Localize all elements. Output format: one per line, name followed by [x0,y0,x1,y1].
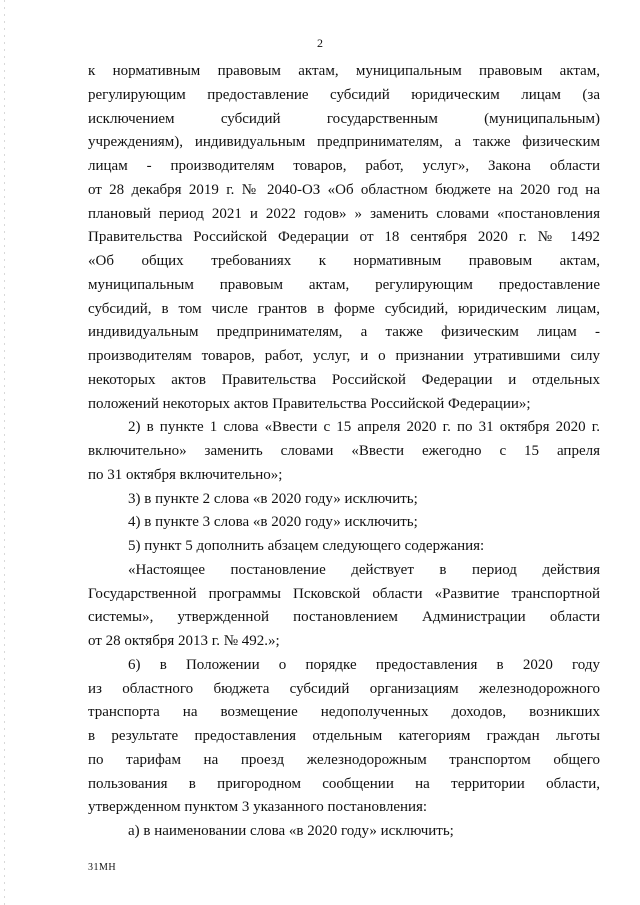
text-line: 3) в пункте 2 слова «в 2020 году» исключить; [128,490,418,507]
text-line: некоторых актов Правительства Российской Федерации и отдельных [88,371,600,388]
text-line: муниципальным правовым актам, регулирующим предоставление [88,276,600,293]
text-line: по тарифам на проезд железнодорожным транспортом общего [88,751,600,768]
text-line: субсидий, в том числе грантов в форме субсидий, юридическим лицам, [88,300,600,317]
text-line: включительно» заменить словами «Ввести ежегодно с 15 апреля [88,443,600,459]
text-line: производителям товаров, работ, услуг, и о признании утратившими силу [88,348,600,364]
text-line: от 28 октября 2013 г. № 492.»; [88,633,280,649]
text-line: в результате предоставления отдельным категориям граждан льготы [88,728,600,744]
text-line: 5) пункт 5 дополнить абзацем следующего содержания: [128,538,485,554]
text-line: системы», утвержденной постановлением Администрации области [88,609,600,626]
text-line: Государственной программы Псковской области «Развитие транспортной [88,585,600,602]
document-body [88,60,600,844]
text-line: лицам - производителям товаров, работ, услуг», Закона области [88,158,600,174]
text-line: регулирующим предоставление субсидий юридическим лицам (за [88,86,600,103]
text-line: к нормативным правовым актам, муниципальным правовым актам, [88,63,600,79]
text-line: Правительства Российской Федерации от 18 сентября 2020 г. № 1492 [88,229,600,246]
scan-edge-marks [4,0,5,905]
text-line: «Об общих требованиях к нормативным правовым актам, [88,253,600,269]
text-line: «Настоящее постановление действует в период действия [128,561,600,578]
text-line: 6) в Положении о порядке предоставления в 2020 году [128,656,600,673]
text-line: пользования в пригородном сообщении на территории области, [88,775,600,792]
page-number: 2 [317,36,323,50]
text-line: учреждениям), индивидуальным предпринимателям, а также физическим [88,134,600,151]
text-line: утвержденном пунктом 3 указанного постановления: [88,799,428,816]
text-line: а) в наименовании слова «в 2020 году» исключить; [128,823,454,839]
text-line: 2) в пункте 1 слова «Ввести с 15 апреля 2020 г. по 31 октября 2020 г. [128,419,600,436]
text-line: от 28 декабря 2019 г. № 2040-ОЗ «Об областном бюджете на 2020 год на [88,181,600,198]
text-line: из областного бюджета субсидий организациям железнодорожного [88,680,600,697]
text-line: по 31 октября включительно»; [88,466,283,483]
footer-code: 31МН [88,862,117,873]
text-line: 4) в пункте 3 слова «в 2020 году» исключить; [128,514,418,531]
text-line: транспорта на возмещение недополученных доходов, возникших [88,704,600,721]
text-line: исключением субсидий государственным (муниципальным) [88,110,600,127]
text-line: плановый период 2021 и 2022 годов» » заменить словами «постановления [88,205,600,222]
text-line: индивидуальным предпринимателям, а также физическим лицам - [88,324,600,341]
text-line: положений некоторых актов Правительства Российской Федерации»; [88,395,531,412]
